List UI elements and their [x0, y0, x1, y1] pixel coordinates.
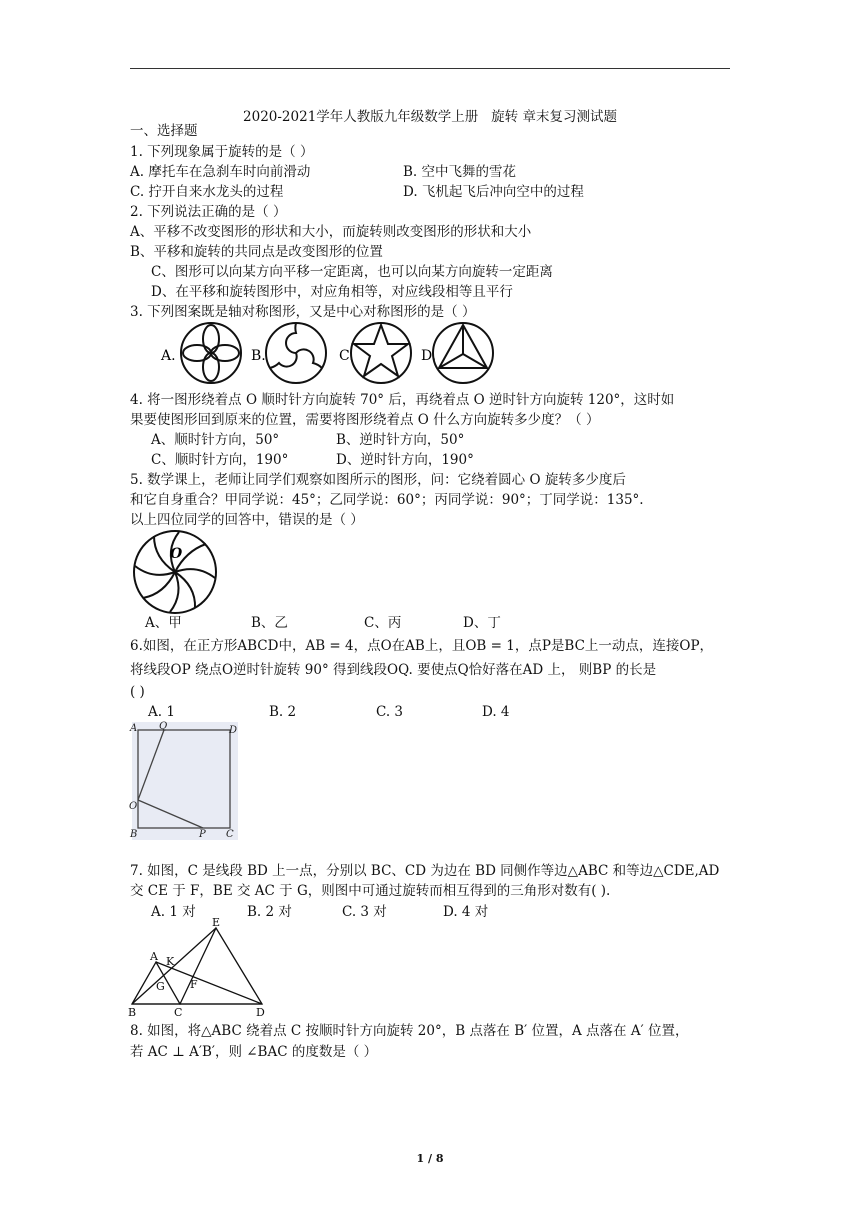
q7-label-g: G [156, 980, 165, 993]
q5-option-b: B、乙 [251, 615, 288, 631]
q6-line1: 6.如图，在正方形ABCD中，AB = 4，点O在AB上，且OB = 1，点P是BC上一动点，连接OP， [130, 638, 714, 654]
q7-label-b: B [128, 1006, 137, 1019]
q3-label-b: B. [251, 348, 266, 364]
q2-option-a: A、平移不改变图形的形状和大小，而旋转则改变图形的形状和大小 [130, 224, 532, 240]
q2-option-d: D、在平移和旋转图形中，对应角相等，对应线段相等且平行 [151, 284, 513, 300]
q7-label-k: K [166, 955, 175, 968]
q7-option-a: A. 1 对 [151, 904, 196, 920]
q5-line2: 和它自身重合？甲同学说：45°；乙同学说：60°；丙同学说：90°；丁同学说：135°. [130, 492, 644, 508]
q2-option-c: C、图形可以向某方向平移一定距离，也可以向某方向旋转一定距离 [151, 264, 553, 280]
q3-label-c: C. [339, 348, 354, 364]
q5-option-a: A、甲 [145, 615, 182, 631]
q5-line3: 以上四位同学的回答中，错误的是（ ） [130, 512, 364, 528]
page-number: 1 / 8 [416, 1152, 444, 1165]
q4-line2: 果要使图形回到原来的位置，需要将图形绕着点 O 什么方向旋转多少度？（ ） [130, 412, 600, 428]
q8-line2: 若 AC ⊥ A′B′，则 ∠BAC 的度数是（ ） [130, 1044, 378, 1060]
q6-option-d: D. 4 [482, 704, 510, 720]
q7-line1: 7. 如图，C 是线段 BD 上一点，分别以 BC、CD 为边在 BD 同侧作等边△ABC 和等边△CDE,AD [130, 863, 720, 879]
q7-label-c: C [174, 1006, 183, 1019]
q3-pattern-b [266, 323, 326, 383]
q7-label-d: D [256, 1006, 265, 1019]
q4-option-d: D、逆时针方向，190° [336, 452, 474, 468]
q6-label-p: P [199, 829, 206, 840]
q3-pattern-d [433, 323, 493, 383]
q7-line2: 交 CE 于 F，BE 交 AC 于 G，则图中可通过旋转而相互得到的三角形对数有( ). [130, 883, 611, 899]
q1-option-a: A. 摩托车在急刹车时向前滑动 [130, 164, 311, 180]
q3-stem: 3. 下列图案既是轴对称图形，又是中心对称图形的是（ ） [130, 304, 476, 320]
q3-label-a: A. [161, 348, 176, 364]
q8-line1: 8. 如图，将△ABC 绕着点 C 按顺时针方向旋转 20°，B 点落在 B′ 位置，A 点落在 A′ 位置， [130, 1023, 689, 1039]
q3-label-d: D. [421, 348, 437, 364]
section-heading: 一、选择题 [130, 123, 198, 139]
q2-stem: 2. 下列说法正确的是（ ） [130, 204, 287, 220]
q3-pattern-a [181, 323, 241, 383]
q7-label-f: F [190, 978, 198, 991]
q6-label-o: O [129, 801, 138, 812]
q5-option-d: D、丁 [463, 615, 501, 631]
q7-figure [128, 916, 268, 1020]
q7-option-b: B. 2 对 [247, 904, 292, 920]
q5-option-c: C、丙 [364, 615, 402, 631]
q4-option-b: B、逆时针方向，50° [336, 432, 465, 448]
q7-option-c: C. 3 对 [342, 904, 387, 920]
q3-figure [155, 320, 515, 386]
q6-option-c: C. 3 [376, 704, 404, 720]
q1-option-b: B. 空中飞舞的雪花 [403, 164, 517, 180]
header-rule [130, 68, 730, 69]
q2-option-b: B、平移和旋转的共同点是改变图形的位置 [130, 244, 383, 260]
document-title: 2020-2021学年人教版九年级数学上册 旋转 章末复习测试题 [243, 109, 617, 125]
q6-label-b: B [130, 829, 138, 840]
q6-line2: 将线段OP 绕点O逆时针旋转 90° 得到线段OQ. 要使点Q恰好落在AD 上， 则BP 的长是 [130, 662, 657, 678]
q5-center-label: O [170, 546, 183, 562]
q1-option-d: D. 飞机起飞后冲向空中的过程 [403, 184, 584, 200]
q5-figure [130, 528, 222, 616]
q6-label-a: A [130, 723, 138, 734]
q1-option-c: C. 拧开自来水龙头的过程 [130, 184, 284, 200]
q3-pattern-c [351, 323, 411, 383]
q6-label-q: Q [159, 721, 168, 732]
q6-line3: ( ) [130, 684, 145, 700]
q7-label-a: A [150, 950, 158, 963]
q7-option-d: D. 4 对 [443, 904, 489, 920]
q6-label-d: D [229, 725, 238, 736]
q7-triangle-cde [180, 928, 262, 1004]
q6-option-b: B. 2 [269, 704, 297, 720]
q5-line1: 5. 数学课上，老师让同学们观察如图所示的图形，问：它绕着圆心 O 旋转多少度后 [130, 472, 626, 488]
q6-label-c: C [226, 829, 234, 840]
q6-option-a: A. 1 [148, 704, 175, 720]
q4-option-a: A、顺时针方向，50° [151, 432, 280, 448]
q1-stem: 1. 下列现象属于旋转的是（ ） [130, 144, 314, 160]
q7-label-e: E [212, 916, 221, 929]
q4-option-c: C、顺时针方向，190° [151, 452, 289, 468]
q4-line1: 4. 将一图形绕着点 O 顺时针方向旋转 70° 后，再绕着点 O 逆时针方向旋转 120°，这时如 [130, 392, 675, 408]
q6-figure [128, 720, 240, 842]
